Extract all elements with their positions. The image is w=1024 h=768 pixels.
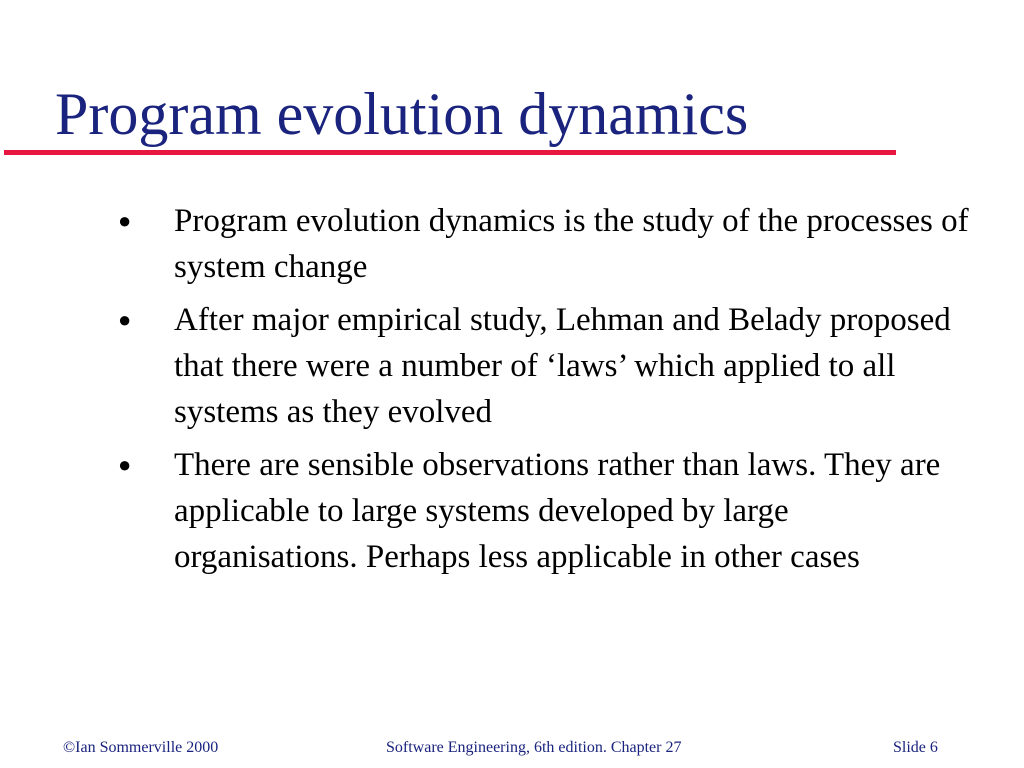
- footer-slide-number: Slide 6: [893, 739, 938, 756]
- bullet-text: Program evolution dynamics is the study of the processes of system change: [174, 203, 969, 285]
- bullet-text: There are sensible observations rather than laws. They are applicable to large systems developed by large organisations. Perhaps less applicable in other cases: [174, 447, 941, 575]
- bullet-dot-icon: ●: [118, 307, 132, 332]
- bullet-item: [116, 198, 976, 290]
- bullet-text: After major empirical study, Lehman and Belady proposed that there were a number of ‘laws’ which applied to all systems as they evolved: [174, 302, 951, 430]
- bullet-dot-icon: ●: [118, 452, 132, 477]
- footer-book-title: Software Engineering, 6th edition. Chapter 27: [386, 739, 682, 756]
- footer-copyright: ©Ian Sommerville 2000: [63, 739, 219, 756]
- bullet-list: [116, 198, 976, 587]
- bullet-dot-icon: ●: [118, 208, 132, 233]
- bullet-item: [116, 297, 976, 435]
- slide-title: Program evolution dynamics: [55, 81, 749, 147]
- title-underline-rule: [4, 150, 896, 155]
- bullet-item: [116, 442, 976, 580]
